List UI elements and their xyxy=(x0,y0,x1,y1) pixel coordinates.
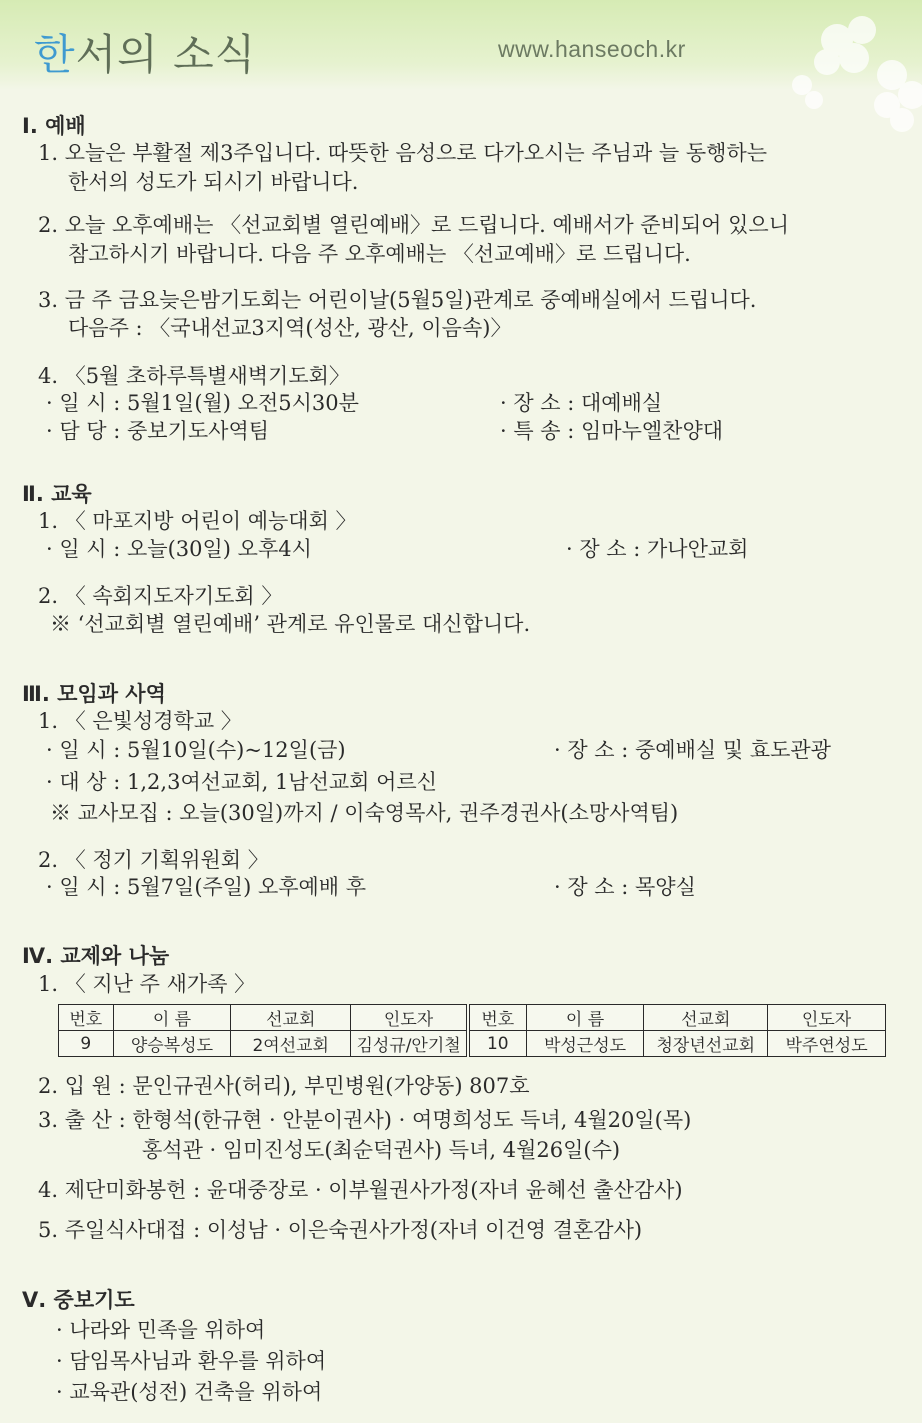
ministry-item-2-time: · 일 시 : 5월7일(주일) 오후예배 후 xyxy=(46,875,367,899)
table-header-cell: 인도자 xyxy=(768,1005,886,1031)
section-title-ministry: Ⅲ. 모임과 사역 xyxy=(22,682,166,706)
table-cell: 박주연성도 xyxy=(768,1031,886,1057)
table-cell: 양승복성도 xyxy=(113,1031,231,1057)
table-row xyxy=(59,1031,886,1057)
table-cell: 9 xyxy=(59,1031,114,1057)
table-header-cell: 이 름 xyxy=(113,1005,231,1031)
newcomers-table xyxy=(58,1004,886,1057)
worship-item-1-line1: 1. 오늘은 부활절 제3주입니다. 따뜻한 음성으로 다가오시는 주님과 늘 동행하는 xyxy=(38,141,768,165)
worship-item-4-time: · 일 시 : 5월1일(월) 오전5시30분 xyxy=(46,391,359,415)
table-header-row xyxy=(59,1005,886,1031)
worship-item-2-line2: 참고하시기 바랍니다. 다음 주 오후예배는 〈선교예배〉로 드립니다. xyxy=(68,242,691,266)
ministry-item-2-place: · 장 소 : 목양실 xyxy=(554,875,696,899)
clover-decoration-icon xyxy=(742,0,922,140)
worship-item-1-line2: 한서의 성도가 되시기 바랍니다. xyxy=(68,170,359,194)
intercession-item-1: · 나라와 민족을 위하여 xyxy=(56,1318,266,1342)
fellowship-item-3-line1: 3. 출 산 : 한형석(한규현 · 안분이권사) · 여명희성도 득녀, 4월20일(목) xyxy=(38,1108,692,1132)
table-header-cell: 이 름 xyxy=(526,1005,644,1031)
table-cell: 청장년선교회 xyxy=(644,1031,768,1057)
section-title-intercession: Ⅴ. 중보기도 xyxy=(22,1288,135,1312)
newsletter-title: 한서의 소식 xyxy=(34,30,257,79)
table-cell: 김성규/안기철 xyxy=(351,1031,468,1057)
website-url[interactable]: www.hanseoch.kr xyxy=(498,36,686,62)
table-header-cell: 선교회 xyxy=(644,1005,768,1031)
worship-item-4-place: · 장 소 : 대예배실 xyxy=(500,391,663,415)
worship-item-4-special: · 특 송 : 임마누엘찬양대 xyxy=(500,419,724,443)
ministry-item-1-time: · 일 시 : 5월10일(수)~12일(금) xyxy=(46,738,346,762)
ministry-item-1-note: ※ 교사모집 : 오늘(30일)까지 / 이숙영목사, 권주경권사(소망사역팀) xyxy=(50,801,679,825)
worship-item-3-line1: 3. 금 주 금요늦은밤기도회는 어린이날(5월5일)관계로 중예배실에서 드립니다. xyxy=(38,288,757,312)
worship-item-2-line1: 2. 오늘 오후예배는 〈선교회별 열린예배〉로 드립니다. 예배서가 준비되어 있으니 xyxy=(38,213,789,237)
education-item-1-time: · 일 시 : 오늘(30일) 오후4시 xyxy=(46,537,312,561)
intercession-item-2: · 담임목사님과 환우를 위하여 xyxy=(56,1349,327,1373)
ministry-item-1-place: · 장 소 : 중예배실 및 효도관광 xyxy=(554,738,831,762)
fellowship-item-1-line1: 1. 〈 지난 주 새가족 〉 xyxy=(38,972,256,996)
table-cell: 박성근성도 xyxy=(526,1031,644,1057)
table-cell: 2여선교회 xyxy=(231,1031,351,1057)
ministry-item-2-line1: 2. 〈 정기 기획위원회 〉 xyxy=(38,848,269,872)
worship-item-4-line1: 4. 〈5월 초하루특별새벽기도회〉 xyxy=(38,364,350,388)
fellowship-item-2-line1: 2. 입 원 : 문인규권사(허리), 부민병원(가양동) 807호 xyxy=(38,1074,530,1098)
education-item-2-line1: 2. 〈 속회지도자기도회 〉 xyxy=(38,584,283,608)
worship-item-3-line2: 다음주 : 〈국내선교3지역(성산, 광산, 이음속)〉 xyxy=(68,316,512,340)
table-header-cell: 인도자 xyxy=(351,1005,468,1031)
section-title-education: Ⅱ. 교육 xyxy=(22,482,92,506)
education-item-1-line1: 1. 〈 마포지방 어린이 예능대회 〉 xyxy=(38,509,357,533)
fellowship-item-3-line2: 홍석관 · 임미진성도(최순덕권사) 득녀, 4월26일(수) xyxy=(142,1138,621,1162)
table-header-cell: 번호 xyxy=(59,1005,114,1031)
table-cell: 10 xyxy=(468,1031,526,1057)
table-header-cell: 선교회 xyxy=(231,1005,351,1031)
intercession-item-3: · 교육관(성전) 건축을 위하여 xyxy=(56,1380,323,1404)
education-item-2-note: ※ ‘선교회별 열린예배’ 관계로 유인물로 대신합니다. xyxy=(50,612,531,636)
ministry-item-1-line1: 1. 〈 은빛성경학교 〉 xyxy=(38,709,242,733)
section-title-worship: Ⅰ. 예배 xyxy=(22,114,86,138)
education-item-1-place: · 장 소 : 가나안교회 xyxy=(566,537,749,561)
fellowship-item-5-line1: 5. 주일식사대접 : 이성남 · 이은숙권사가정(자녀 이건영 결혼감사) xyxy=(38,1218,643,1242)
section-title-fellowship: Ⅳ. 교제와 나눔 xyxy=(22,944,170,968)
fellowship-item-4-line1: 4. 제단미화봉헌 : 윤대중장로 · 이부월권사가정(자녀 윤혜선 출산감사) xyxy=(38,1178,683,1202)
ministry-item-1-target: · 대 상 : 1,2,3여선교회, 1남선교회 어르신 xyxy=(46,770,437,794)
worship-item-4-lead: · 담 당 : 중보기도사역팀 xyxy=(46,419,270,443)
table-header-cell: 번호 xyxy=(468,1005,526,1031)
